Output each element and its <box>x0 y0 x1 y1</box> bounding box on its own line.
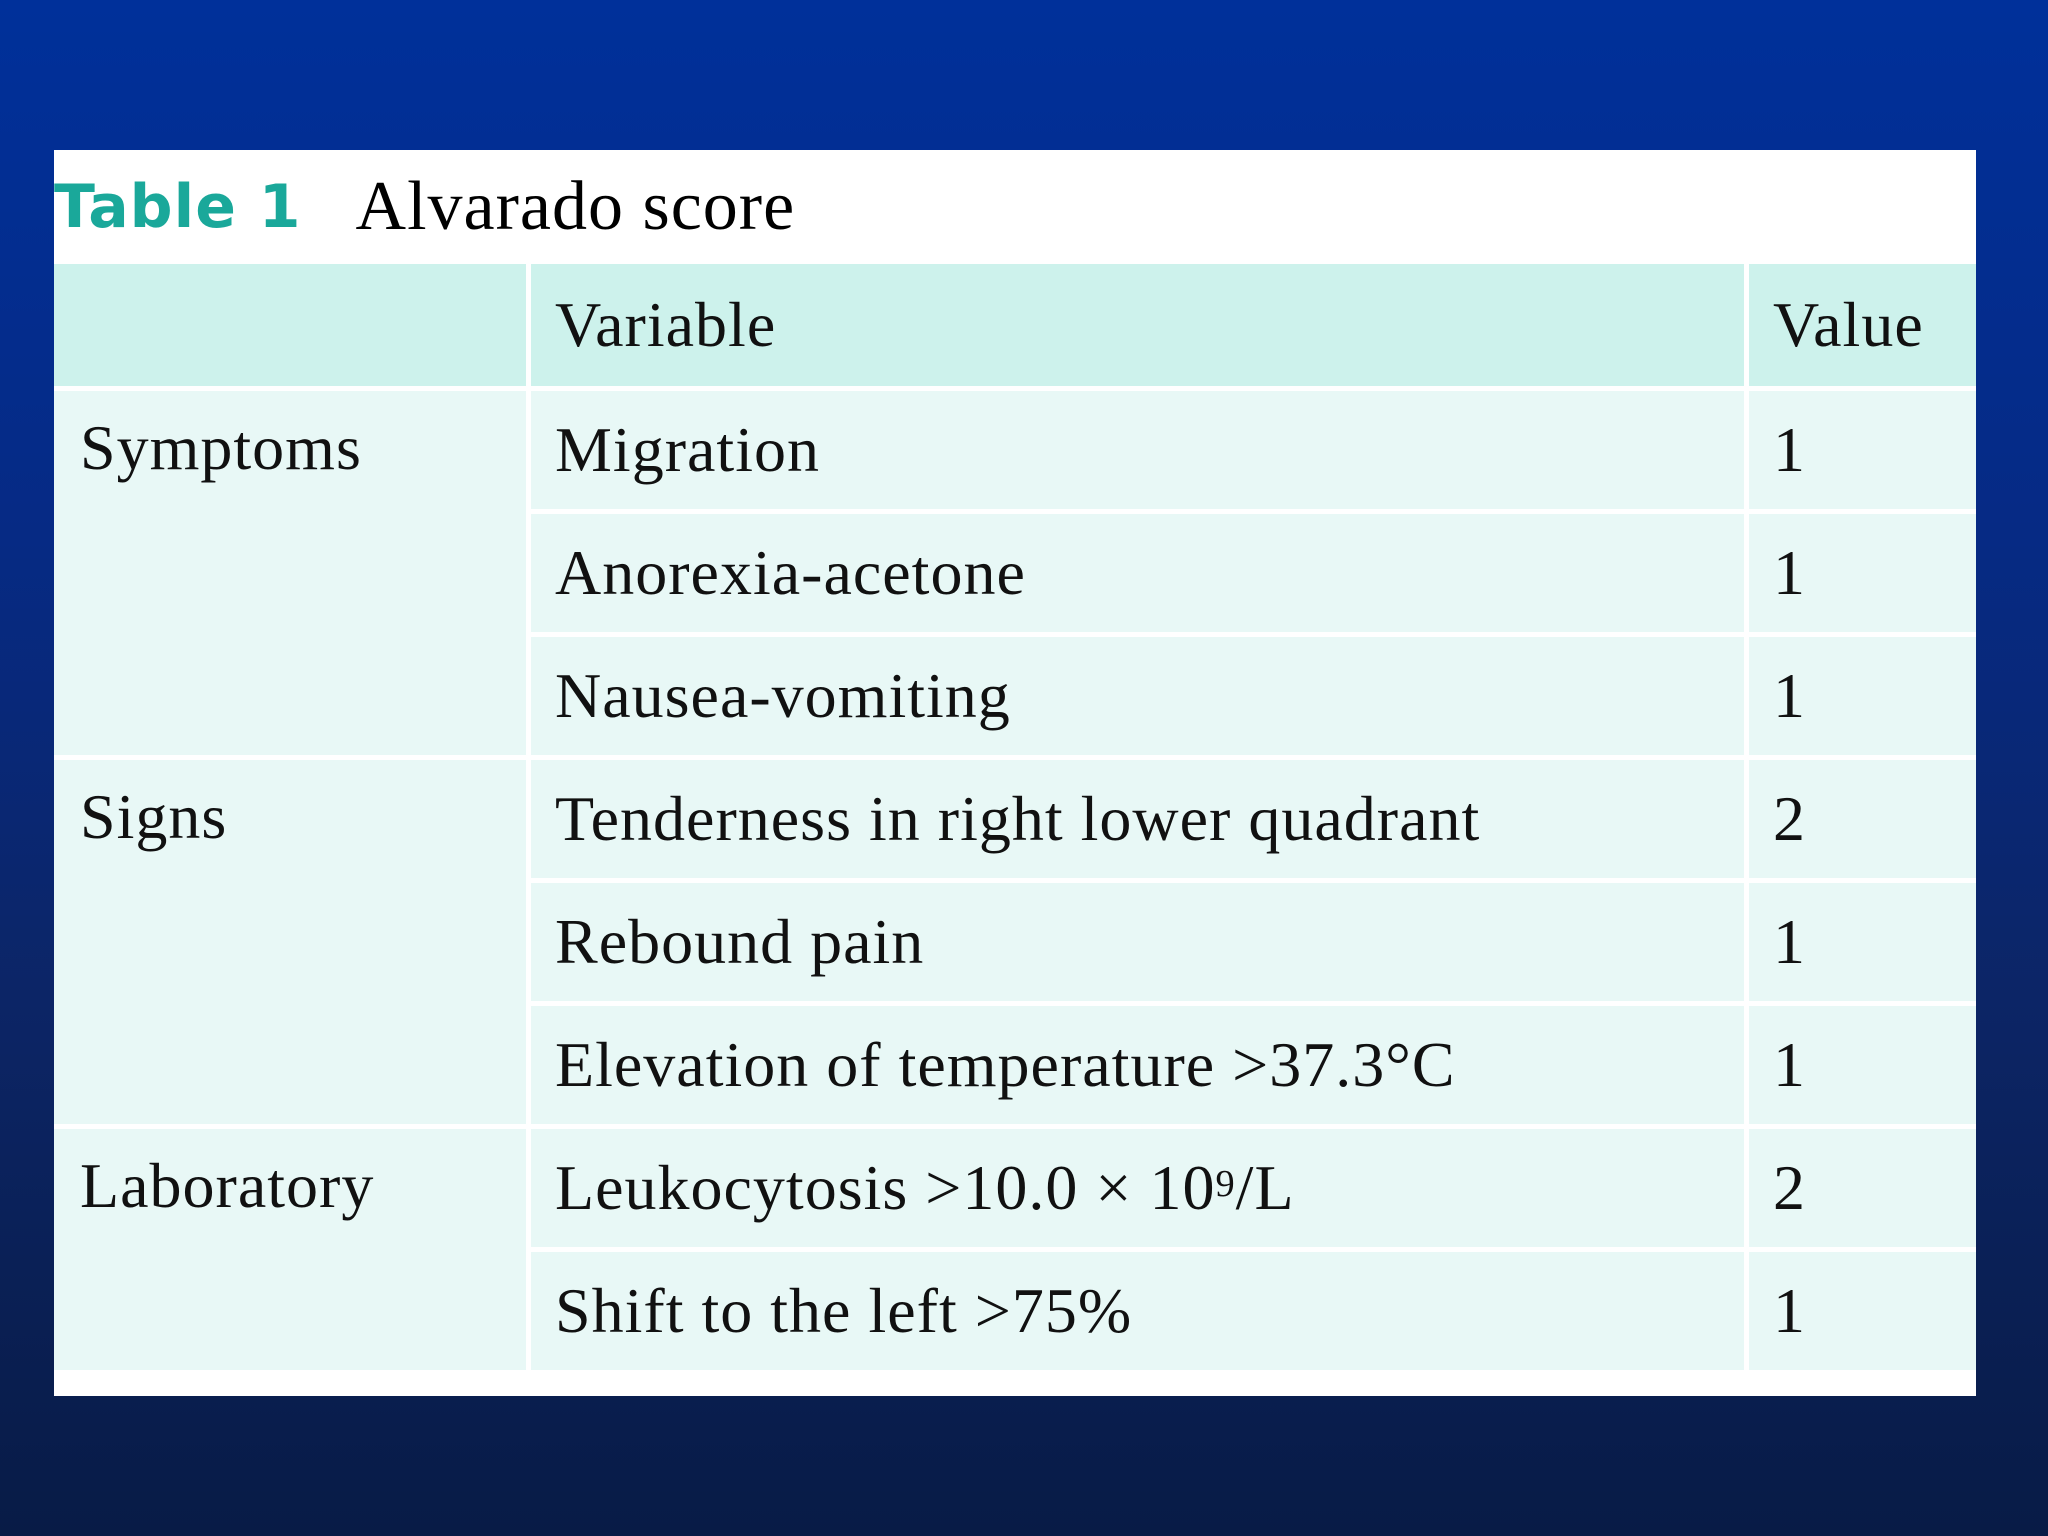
table-row-value: 2 <box>1744 755 1976 878</box>
table-row-value: 1 <box>1744 386 1976 509</box>
table-row-variable: Migration <box>526 386 1744 509</box>
category-laboratory: Laboratory <box>54 1124 526 1370</box>
table-row-variable: Leukocytosis >10.0 × 10 $^9$ /L <box>526 1124 1744 1247</box>
table-row-value: 1 <box>1744 509 1976 632</box>
header-value: Value <box>1744 264 1976 386</box>
score-table <box>54 264 1976 1370</box>
category-signs: Signs <box>54 755 526 1124</box>
table-row-variable: Anorexia-acetone <box>526 509 1744 632</box>
table-title: Alvarado score <box>355 168 796 245</box>
table-row-variable: Tenderness in right lower quadrant <box>526 755 1744 878</box>
table-row-variable: Shift to the left >75% <box>526 1247 1744 1370</box>
table-row-variable: Rebound pain <box>526 878 1744 1001</box>
header-category <box>54 264 526 386</box>
table-row-value: 1 <box>1744 1247 1976 1370</box>
table-caption <box>54 150 795 264</box>
table-row-variable: Elevation of temperature >37.3°C <box>526 1001 1744 1124</box>
table-row-value: 1 <box>1744 632 1976 755</box>
table-row-value: 1 <box>1744 878 1976 1001</box>
unit-suffix: /L <box>1235 1152 1295 1223</box>
header-variable: Variable <box>526 264 1744 386</box>
leukocytosis-text: Leukocytosis >10.0 × 10 <box>555 1152 1216 1223</box>
alvarado-table-panel <box>54 150 1976 1396</box>
table-row-variable: Nausea-vomiting <box>526 632 1744 755</box>
table-label: Table 1 <box>54 172 302 242</box>
table-row-value: 2 <box>1744 1124 1976 1247</box>
category-symptoms: Symptoms <box>54 386 526 755</box>
table-row-value: 1 <box>1744 1001 1976 1124</box>
